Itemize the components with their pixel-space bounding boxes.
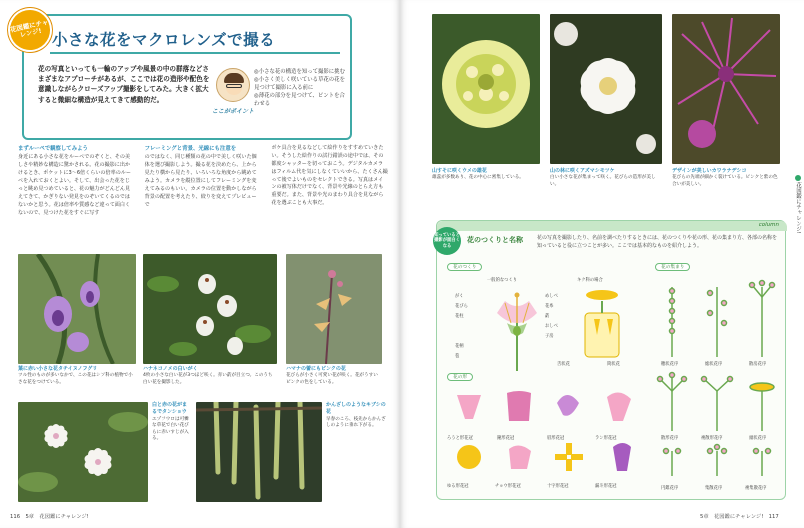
photo-hanging-flowers — [196, 402, 322, 502]
caption-r3: デザインが美しいカワラナデシコ 花びらの先端が細かく裂けている。ピンクと紫の色合いが美しい。 — [672, 168, 778, 187]
column-intro: 花の写真を撮影したり、名前を調べたりするときには、花のつくりや花の形、花の集まり方、各部の名称を知っていると役に立つことが多い。ここでは基本的なものを紹介しよう。 — [537, 235, 778, 249]
column-box — [436, 220, 786, 500]
part-ovary: 子房 — [545, 334, 554, 339]
body-column-2: フレーミングと背景、光線にも注意を のではなく、同じ種類の花の中で美しく咲いた個体を選び撮影しよう。撮る花を決めたら、上から見たり横から見たり、いろいろな角度から眺めてみよう。カメラを縦位置にしてフレーミングを変えてみるのもいい。カメラの位置を動かしながら背景の配置を考えたり、絞りを変えてプレビューで — [144, 146, 257, 208]
page-title: 小さな花をマクロレンズで撮る — [52, 31, 276, 49]
photo-pink-fringed — [672, 14, 780, 164]
caption-2: ハナネコノメの白いがく 4枚の小さな白い花が3つほど咲く。赤い葯が目立つ。このうち白い花を撮影した。 — [143, 366, 273, 385]
shape-6: 十字形花冠 — [547, 484, 569, 489]
part-anther: 葯 — [545, 314, 550, 319]
part-sepal: がく — [455, 294, 464, 299]
part-style: 花柱 — [455, 314, 464, 319]
caption-1: 葉に赤い小さな花タチイヌノフグリ ツル性のものが多いなかで、この花はシソ科の植物で小さな花をつけている。 — [18, 366, 133, 385]
kiku-disc: 筒状花 — [607, 362, 620, 367]
part-bract: 苞 — [455, 354, 460, 359]
chapter-badge: 花図鑑にチャレンジ! — [4, 4, 56, 56]
cluster-2: 散房花序 — [749, 362, 767, 367]
shape-1: 鐘形花冠 — [497, 436, 515, 441]
cluster-8: 複集散花序 — [745, 486, 767, 491]
cluster-5: 頭状花序 — [749, 436, 767, 441]
shape-7: 漏斗形花冠 — [595, 484, 617, 489]
photo-white-bells — [143, 254, 277, 364]
part-filament: 花糸 — [545, 304, 554, 309]
point-label: ここがポイント — [212, 108, 255, 115]
caption-5: かんざしのようなキブシの花 早春のころ、枝先からかんざしのように垂れ下がる。 — [326, 402, 386, 429]
point-box — [212, 68, 346, 130]
cluster-7: 集散花序 — [705, 486, 723, 491]
label-general: 一般的なつくり — [487, 278, 518, 283]
body-column-3: ボケ具合を見るなどして絵作りをすすめていきたい。そうした絵作りの試行錯誤の途中では、その都度シャッターを切っておこう。デジタルカメラはフィルム代を気にしなくていいから、たくさん撮って後でよいものをセレクトできる。写真はメインの被写体だけでなく、背景や光線のとらえ方も重要だ。また、背景や光のまわり具合を見ながら花を選ぶことも大事だ。 — [271, 145, 388, 207]
part-stamen: おしべ — [545, 324, 558, 329]
column-bubble: 知っていると撮影が面白くなる — [433, 227, 461, 255]
shape-5: チョウ形花冠 — [495, 484, 521, 489]
shape-2: 唇形花冠 — [547, 436, 565, 441]
point-text: ◎小さな花の構造を知って撮影に挑む ◎小さく美しく咲いている草花の花を見つけて撮影に入る前に ◎薄花の部分を見つけて、ピントを合わせる — [254, 69, 345, 108]
body-text — [18, 145, 388, 253]
footer-right: 5章 花図鑑にチャレンジ! 117 — [700, 514, 779, 520]
title-box — [22, 14, 352, 140]
cluster-0: 穂状花序 — [661, 362, 679, 367]
photo-purple-flower — [18, 254, 136, 364]
photo-yellow-flower — [432, 14, 540, 164]
inflorescence-diagrams-2 — [652, 371, 782, 481]
caption-r1: 山すそに咲くウメの雄花 雄蕊が多数あり、花の中心に密集している。 — [432, 168, 524, 181]
footer-left: 116 5章 花図鑑にチャレンジ! — [10, 514, 89, 520]
part-petal: 花びら — [455, 304, 468, 309]
inflorescence-diagrams — [652, 277, 782, 367]
section-cluster: 花の集まり — [655, 263, 690, 271]
caption-r2: 山の林に咲くアズマシモツケ 白い小さな花が集まって咲く。花びらの造形が美しい。 — [550, 168, 656, 187]
photo-white-blossom — [550, 14, 662, 164]
shape-4: ゆる形花冠 — [447, 484, 469, 489]
photo-white-stars — [18, 402, 148, 502]
shape-3: ラン形花冠 — [595, 436, 617, 441]
part-pedicel: 花柄 — [455, 344, 464, 349]
side-tab-dot-icon — [795, 175, 801, 181]
cluster-4: 複散形花序 — [701, 436, 723, 441]
photo-pink-buds — [286, 254, 382, 364]
body-column-1: まずルーペで観察してみよう 身近にある小さな花をルーペでのぞくと、その美しさや精妙な構造に驚かされる。花の撮影に出かけるとき、ポケットに3〜6倍くらいの倍率のルーペを入れておくとよい。そして、出会った花をじっと眺め見つめていると、花の魅力がどんどん見えてきて、かぎりない発見をのぞいてくるのではないかと思う。花は倍率や質感など違って面白くないので、見つけた花をすぐに写す — [18, 146, 131, 216]
section-structure: 花のつくり — [447, 263, 482, 271]
shape-0: ろうと形花冠 — [447, 436, 473, 441]
column-header: column — [437, 221, 787, 231]
cluster-6: 円錐花序 — [661, 486, 679, 491]
photographer-avatar-icon — [216, 68, 250, 102]
kiku-ray: 舌状花 — [557, 362, 570, 367]
section-shape: 花の形 — [447, 373, 473, 381]
cluster-1: 総状花序 — [705, 362, 723, 367]
caption-3: ハマナの蕾にもピンクの花 花びらが小さく可愛い花が咲く。花がうすいピンクの色をしている。 — [286, 366, 378, 385]
side-tab: 花図鑑にチャレンジ! — [792, 182, 804, 242]
cluster-3: 散形花序 — [661, 436, 679, 441]
label-kiku: キク科の場合 — [577, 278, 603, 283]
lead-text: 花の写真といっても一輪のアップや風景の中の群落などさまざまなアプローチがあるが、ここでは花の造形や配色を意識しながらクローズアップ撮影をしてみた。大きく拡大すると微細な構造が見えてきて感動的だ。 — [38, 65, 210, 104]
left-page — [0, 0, 400, 528]
part-pistil: めしべ — [545, 294, 558, 299]
title-underline — [50, 52, 340, 54]
column-title: 花のつくりと名称 — [467, 236, 523, 244]
caption-4: 白と赤の花がまるでタンショウ エゾフウロは可憐な草花で白い花びらに赤いすじが入る。 — [152, 402, 189, 442]
